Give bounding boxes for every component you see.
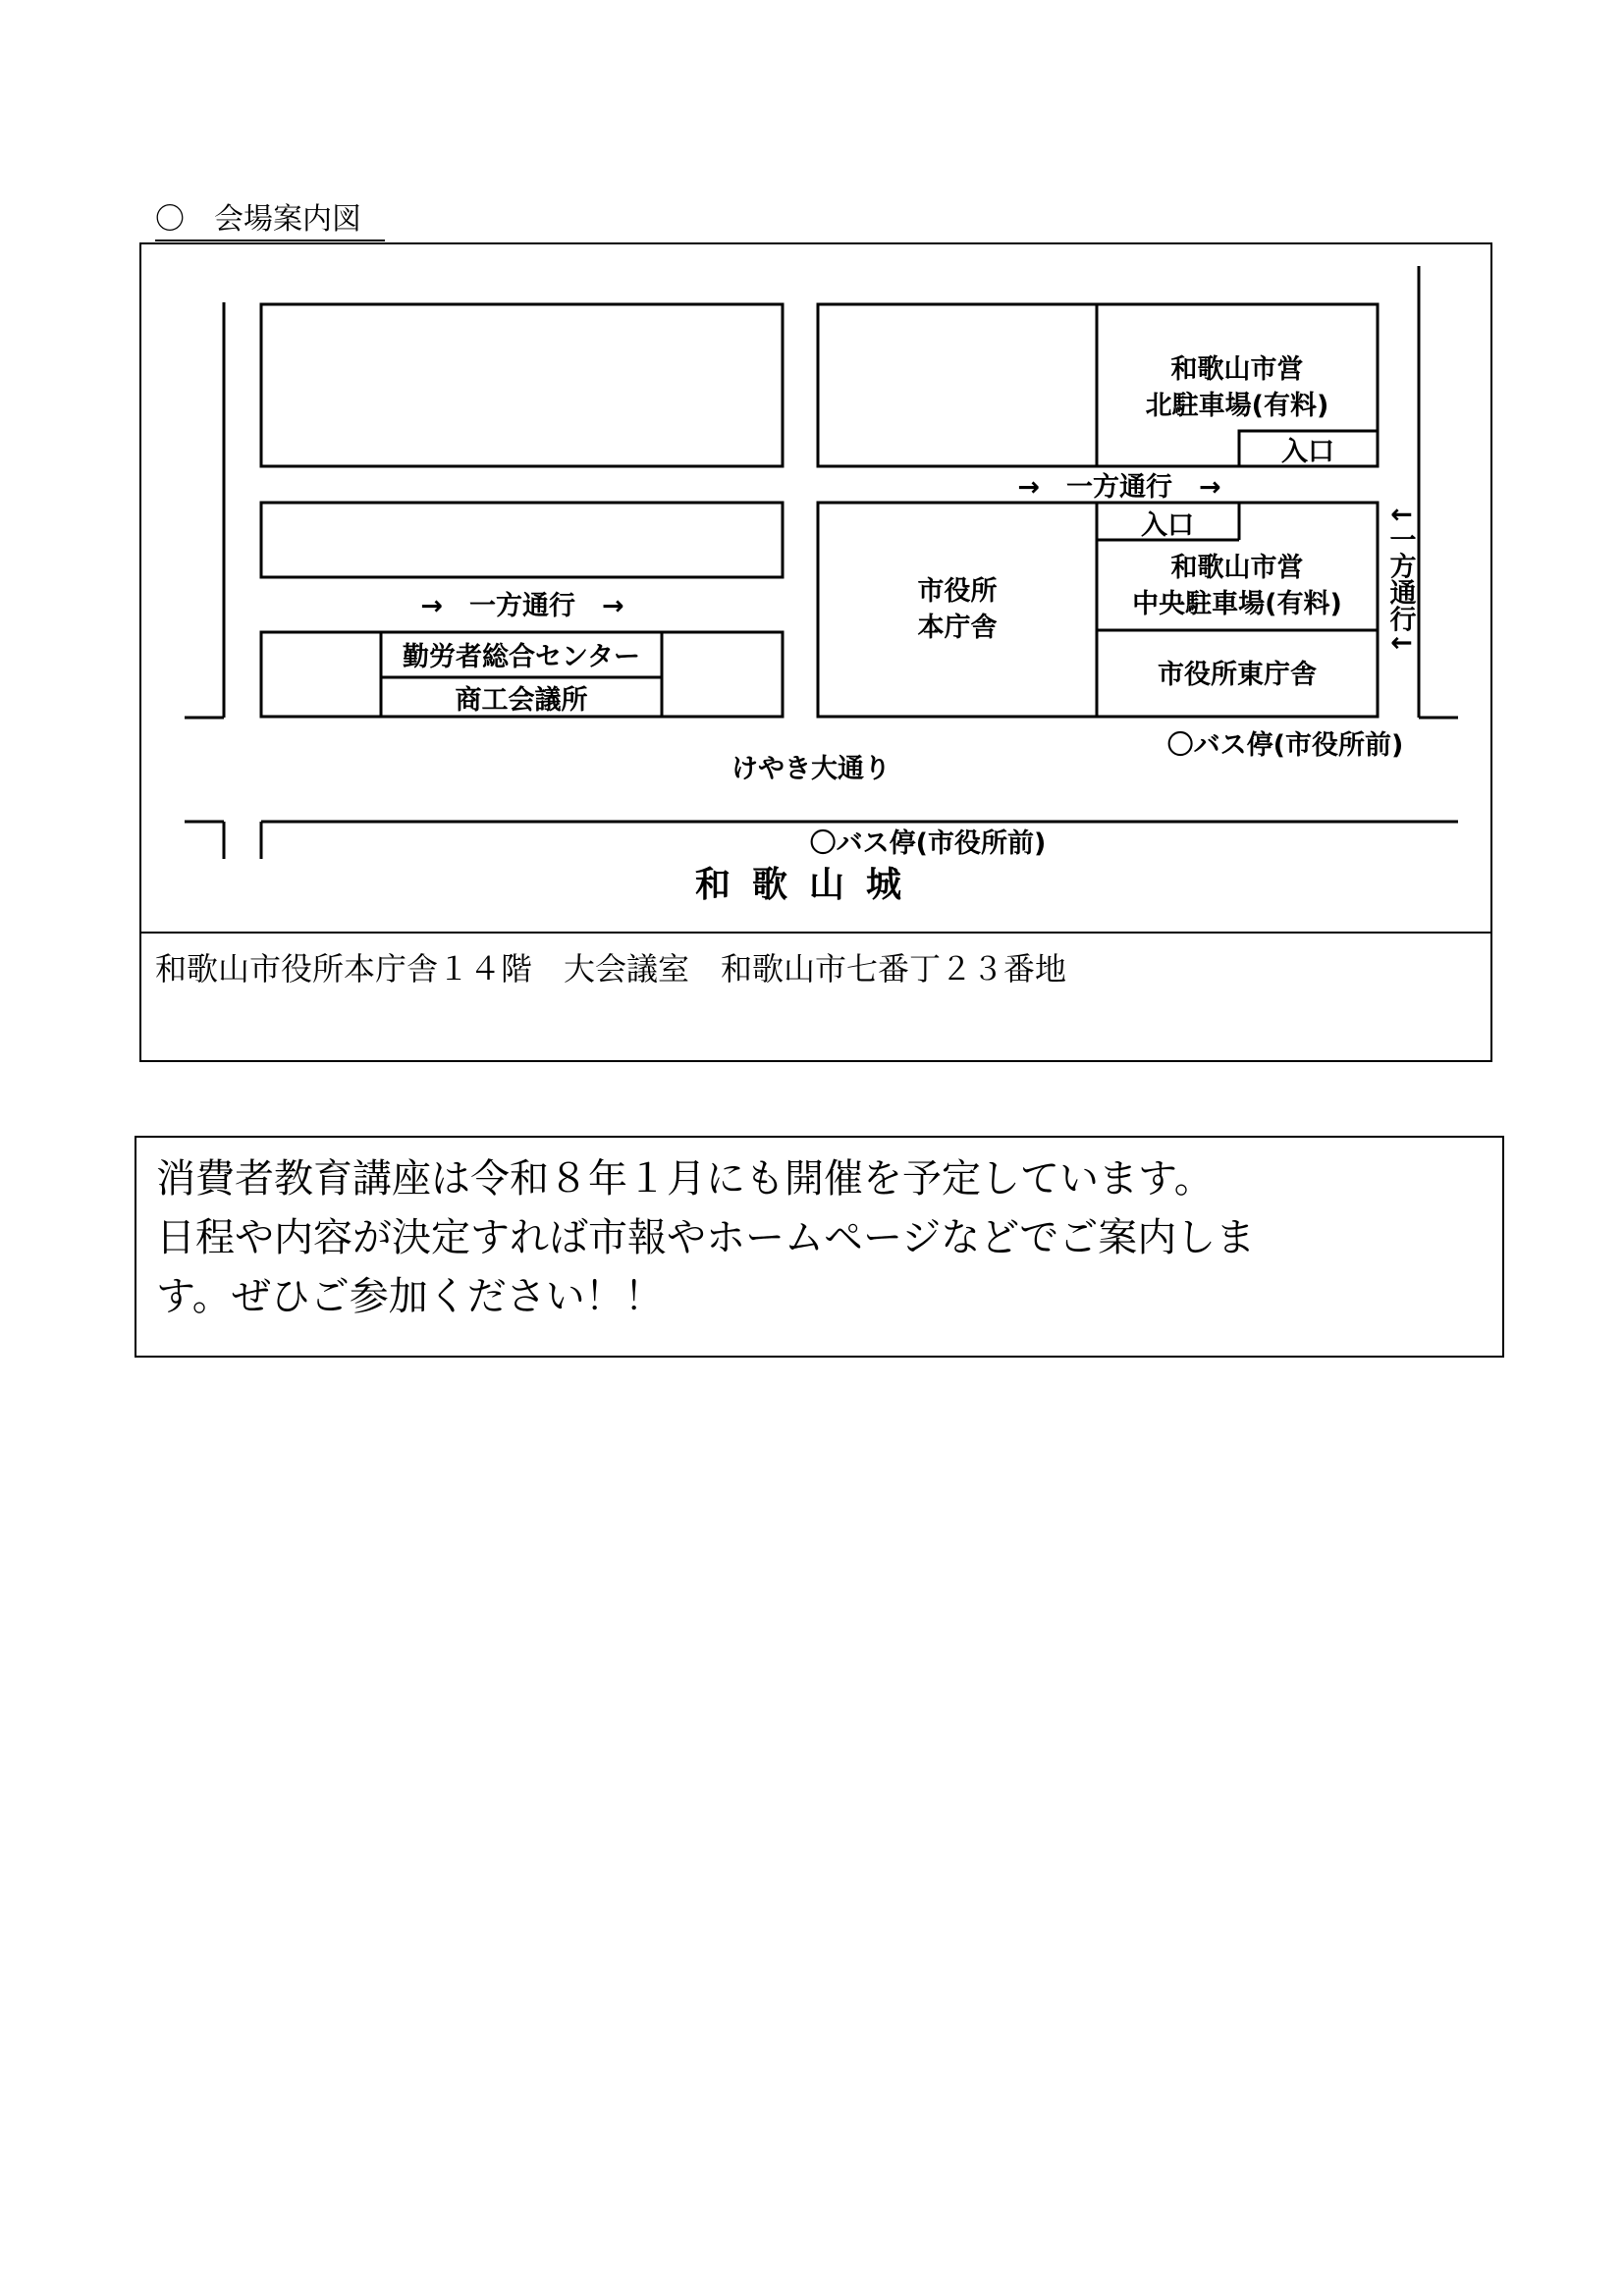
map-heading: 〇 会場案内図 xyxy=(155,200,385,241)
north-parking-name: 和歌山市営 xyxy=(1170,354,1304,385)
notice-line-1: 消費者教育講座は令和８年１月にも開催を予定しています。 xyxy=(156,1156,1214,1201)
castle-label: 和歌山城 xyxy=(694,865,924,905)
east-building-label: 市役所東庁舎 xyxy=(1158,660,1317,690)
labor-center-label: 勤労者総合センター xyxy=(403,642,640,672)
notice-box xyxy=(135,1136,1504,1358)
venue-map xyxy=(139,242,1492,930)
block-middle-left xyxy=(261,503,783,577)
north-parking-entrance-label: 入口 xyxy=(1281,437,1334,467)
city-hall-label-1: 市役所 xyxy=(917,576,998,607)
bus-stop-label-north: 〇バス停(市役所前) xyxy=(1166,730,1404,761)
central-parking-name: 和歌山市営 xyxy=(1170,553,1304,583)
central-parking-sub: 中央駐車場(有料) xyxy=(1132,589,1342,619)
notice-line-3: す。ぜひご参加ください！！ xyxy=(156,1274,664,1319)
chamber-label: 商工会議所 xyxy=(455,685,588,716)
street-label: けやき大通り xyxy=(731,754,891,784)
bus-stop-label-south: 〇バス停(市役所前) xyxy=(809,828,1047,859)
block-top-left xyxy=(261,304,783,466)
city-hall-label-2: 本庁舎 xyxy=(917,613,998,643)
central-parking-entrance-label: 入口 xyxy=(1141,510,1194,541)
address-divider xyxy=(139,932,1492,934)
venue-address: 和歌山市役所本庁舎１４階 大会議室 和歌山市七番丁２３番地 xyxy=(155,950,1067,988)
oneway-label-middle: → 一方通行 → xyxy=(420,591,624,621)
notice-line-2: 日程や内容が決定すれば市報やホームページなどでご案内しま xyxy=(156,1215,1256,1260)
oneway-label-vertical: ↓一方通行↓ xyxy=(1384,504,1416,655)
oneway-label-north: → 一方通行 → xyxy=(1017,472,1221,503)
north-parking-sub: 北駐車場(有料) xyxy=(1145,391,1329,421)
